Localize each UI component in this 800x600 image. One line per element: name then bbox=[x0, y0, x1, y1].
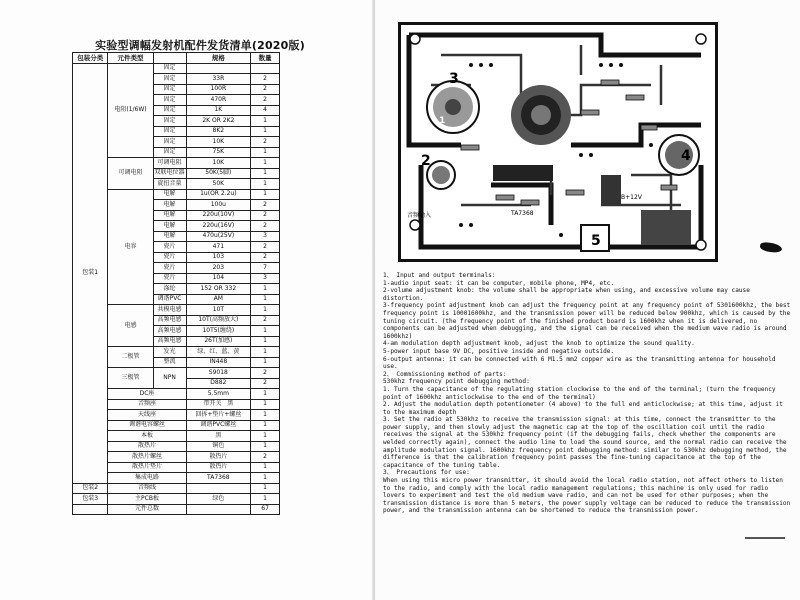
table-cell: 散热片 bbox=[108, 441, 186, 452]
section-heading: 1、 Input and output terminals: bbox=[383, 272, 496, 279]
table-cell: AM bbox=[186, 294, 251, 305]
left-page bbox=[0, 0, 375, 600]
table-cell: 音频线 bbox=[108, 483, 186, 494]
table-cell: 散热片垫片 bbox=[108, 462, 186, 473]
instructions-text bbox=[383, 272, 791, 515]
table-cell: 电解 bbox=[153, 231, 186, 242]
group-package3: 包装3 bbox=[73, 494, 108, 505]
table-cell: 1u(OR 2.2u) bbox=[186, 189, 251, 200]
table-cell: 100R bbox=[186, 84, 251, 95]
table-cell: DC座 bbox=[108, 389, 186, 400]
table-cell: 10T(高频放大) bbox=[186, 315, 251, 326]
table-cell: 470u(25V) bbox=[186, 231, 251, 242]
table-cell: 10T bbox=[186, 305, 251, 316]
table-cell: 5.5mm bbox=[186, 389, 251, 400]
table-cell: 33R bbox=[186, 74, 251, 85]
table-cell: 1 bbox=[251, 494, 280, 505]
pcb-label-5: 5 bbox=[591, 233, 601, 249]
table-cell: 共模电感 bbox=[153, 305, 186, 316]
table-cell: 固定 bbox=[153, 137, 186, 148]
table-cell: 1 bbox=[251, 420, 280, 431]
table-row-total bbox=[73, 504, 280, 515]
table-cell: 回拆+垫片+螺丝 bbox=[186, 410, 251, 421]
table-cell: 2 bbox=[251, 200, 280, 211]
category-adjustable-resistor: 可调电阻 bbox=[108, 158, 153, 190]
pcb-label-audio-in: 音频输入 bbox=[407, 212, 432, 219]
table-cell: 4 bbox=[251, 105, 280, 116]
category-resistor: 电阻(1/6W) bbox=[108, 63, 153, 158]
table-cell: 2 bbox=[251, 210, 280, 221]
table-cell: 1K bbox=[186, 105, 251, 116]
table-cell: 电解 bbox=[153, 189, 186, 200]
pcb-label-4: 4 bbox=[681, 148, 691, 164]
paragraph: 6-output antenna: it can be connected with 6 M1.5 mm2 copper wire as the transmitting antenna for household use. bbox=[383, 355, 776, 371]
table-cell: 2 bbox=[251, 242, 280, 253]
category-triode: 三极管 bbox=[108, 368, 153, 389]
group-package1: 包装1 bbox=[73, 63, 108, 483]
table-cell: 1 bbox=[251, 284, 280, 295]
table-cell: 铜色 bbox=[186, 441, 251, 452]
table-cell: 旋扭音量 bbox=[153, 179, 186, 190]
scan-mark bbox=[745, 537, 785, 539]
paragraph: When using this micro power transmitter, it should avoid the local radio station, not affect others to listen to the radio, and comply with the local radio management regulations; this machine is only used for radio lovers to experiment and test the old medium wave radio, and can not be used for other purposes; when the transmission distance is more than 5 meters, the power supply voltage can be reduced to reduce the transmission power, and the transmission antenna can be shortened to reduce the transmission power. bbox=[383, 477, 791, 515]
table-cell: 涤纶 bbox=[153, 284, 186, 295]
table-cell: 绿、红、蓝、黄 bbox=[186, 347, 251, 358]
table-cell: 1 bbox=[251, 336, 280, 347]
table-cell: IN448 bbox=[186, 357, 251, 368]
table-cell: 2 bbox=[251, 95, 280, 106]
table-cell: 104 bbox=[186, 273, 251, 284]
table-cell: 瓷片 bbox=[153, 263, 186, 274]
table-cell: 调谐PVC螺丝 bbox=[186, 420, 251, 431]
table-cell: TA7368 bbox=[186, 473, 251, 484]
document-title: 实验型调幅发射机配件发货清单(2020版) bbox=[95, 39, 305, 52]
table-cell: 152 OR 332 bbox=[186, 284, 251, 295]
table-row bbox=[73, 494, 280, 505]
table-cell: 1 bbox=[251, 294, 280, 305]
table-cell: 固定 bbox=[153, 95, 186, 106]
table-cell: 天线座 bbox=[108, 410, 186, 421]
paragraph: 530khz frequency point debugging method: bbox=[383, 378, 530, 386]
table-cell: 绿色 bbox=[186, 494, 251, 505]
table-cell: 1 bbox=[251, 116, 280, 127]
table-cell: 1 bbox=[251, 326, 280, 337]
table-cell: NPN bbox=[153, 368, 186, 389]
header-subtype bbox=[153, 53, 186, 64]
category-capacitor: 电容 bbox=[108, 189, 153, 305]
table-cell: 50K(5脚) bbox=[186, 168, 251, 179]
table-cell: 1 bbox=[251, 462, 280, 473]
table-row bbox=[73, 63, 280, 74]
table-cell: 主PCB板 bbox=[108, 494, 186, 505]
pcb-label-1: 1 bbox=[439, 116, 446, 126]
table-cell bbox=[186, 504, 251, 515]
table-cell: 双联电位器 bbox=[153, 168, 186, 179]
paragraph: 3. Set the radio at 530khz to receive the transmission signal: at this time, connect the transmitter to the power supply, and then slowly adjust the magnetic cap at the top of the oscillation coil until the radio receives the signal at the 530khz frequency point (if the debugging fails, check whether the components are welded correctly again), connect the audio line to load the sound source, and the normal radio can receive the amplitude modulation signal. 1600khz frequency point debugging method: similar to 530khz debugging method, the difference is that the calibration frequency point passes the fine-tuning capacitance at the top of the capacitance of the tuning table. bbox=[383, 416, 787, 469]
table-cell: 75K bbox=[186, 147, 251, 158]
section-heading: 2、 Commissioning method of parts: bbox=[383, 370, 507, 378]
table-cell: 高频电感 bbox=[153, 336, 186, 347]
table-cell: 10K bbox=[186, 158, 251, 169]
header-quantity: 数量 bbox=[251, 53, 280, 64]
table-cell: 本板 bbox=[108, 431, 186, 442]
table-cell: 1 bbox=[251, 483, 280, 494]
table-cell: 2 bbox=[251, 84, 280, 95]
spec-color: 黑 bbox=[227, 400, 234, 408]
table-cell: 220u(10V) bbox=[186, 210, 251, 221]
table-cell: 1 bbox=[251, 399, 280, 410]
paragraph: 1-audio input seat: it can be computer, mobile phone, MP4, etc. bbox=[383, 279, 615, 287]
group-package2: 包装2 bbox=[73, 483, 108, 494]
table-cell: 集成电路 bbox=[108, 473, 186, 484]
table-cell: D882 bbox=[186, 378, 251, 389]
header-package: 包装分类 bbox=[73, 53, 108, 64]
table-cell: 电解 bbox=[153, 200, 186, 211]
table-cell: 1 bbox=[251, 431, 280, 442]
category-diode: 二极管 bbox=[108, 347, 153, 368]
table-cell: 1 bbox=[251, 168, 280, 179]
table-cell: 220u(16V) bbox=[186, 221, 251, 232]
paragraph: 2-volume adjustment knob: the volume shall be appropriate when using, and excessive volume may cause distortion. bbox=[383, 287, 750, 302]
table-cell: 散热片 bbox=[186, 452, 251, 463]
table-cell: 2 bbox=[251, 452, 280, 463]
table-cell: 3 bbox=[251, 273, 280, 284]
table-cell: 散热片螺丝 bbox=[108, 452, 186, 463]
table-cell: 固定 bbox=[153, 74, 186, 85]
table-cell: 2 bbox=[251, 137, 280, 148]
table-cell: 10K bbox=[186, 137, 251, 148]
table-cell: 7 bbox=[251, 263, 280, 274]
pcb-label-ic: TA7368 bbox=[511, 210, 534, 217]
table-cell: 2 bbox=[251, 252, 280, 263]
table-cell: 1 bbox=[251, 410, 280, 421]
table-cell bbox=[73, 504, 108, 515]
table-cell: 瓷片 bbox=[153, 242, 186, 253]
paragraph: 3-frequency point adjustment knob can adjust the frequency point at any frequency point of 5301600khz, the best frequency point is 10001600khz, and the transmission power will be reduced below 900khz, which is caused by the tuning circuit. (the frequency point of the finished product board is 1600khz when it is delivered, no components can be adjusted when debugging, and the signal can be received when the medium wave radio is around 1600khz) bbox=[383, 302, 791, 340]
pcb-label-3: 3 bbox=[449, 71, 459, 87]
table-cell: 1 bbox=[251, 158, 280, 169]
table-cell: 高频电感 bbox=[153, 326, 186, 337]
table-cell: 26T(加感) bbox=[186, 336, 251, 347]
table-cell: 1 bbox=[251, 347, 280, 358]
pcb-label-b12v: B+12V bbox=[621, 194, 642, 201]
table-cell: 固定 bbox=[153, 147, 186, 158]
table-cell: 调谐PVC bbox=[153, 294, 186, 305]
table-cell: 发光 bbox=[153, 347, 186, 358]
table-cell: 元件总数 bbox=[108, 504, 186, 515]
table-cell: 音频座 bbox=[108, 399, 186, 410]
paragraph: 1. Turn the capacitance of the regulating station clockwise to the end of the terminal; (turn the frequency point of 1600khz anticlockwise to the end of the terminal) bbox=[383, 385, 776, 401]
table-cell: 1 bbox=[251, 389, 280, 400]
table-cell: 可调电阻 bbox=[153, 158, 186, 169]
table-cell: 瓷片 bbox=[153, 252, 186, 263]
header-spec: 规格 bbox=[186, 53, 251, 64]
table-cell: 散热片 bbox=[186, 462, 251, 473]
table-cell: 1 bbox=[251, 441, 280, 452]
table-cell: 固定 bbox=[153, 84, 186, 95]
table-cell: 8K2 bbox=[186, 126, 251, 137]
table-cell: 1 bbox=[251, 179, 280, 190]
table-cell: 整流 bbox=[153, 357, 186, 368]
table-cell: 2 bbox=[251, 74, 280, 85]
table-cell: 50K bbox=[186, 179, 251, 190]
section-heading: 3、 Precautions for use: bbox=[383, 469, 470, 477]
table-header-row bbox=[73, 53, 280, 64]
table-cell: 高频电感 bbox=[153, 315, 186, 326]
table-row bbox=[73, 483, 280, 494]
table-cell bbox=[186, 483, 251, 494]
table-cell: 瓷片 bbox=[153, 273, 186, 284]
table-cell: 固定 bbox=[153, 63, 186, 74]
paragraph: 2. Adjust the modulation depth potentiometer (4 above) to the full end anticlockwise; at this time, adjust it to the maximum depth bbox=[383, 401, 783, 416]
pcb-drawing bbox=[401, 25, 715, 259]
table-cell: 1 bbox=[251, 305, 280, 316]
table-cell: 67 bbox=[251, 504, 280, 515]
table-cell: 2K OR 2K2 bbox=[186, 116, 251, 127]
table-cell: 固定 bbox=[153, 105, 186, 116]
table-cell bbox=[251, 63, 280, 74]
category-inductor: 电感 bbox=[108, 305, 153, 347]
spec-text: 带开关 bbox=[203, 400, 222, 408]
table-cell: 2 bbox=[251, 378, 280, 389]
paragraph: 5-power input base 9V DC, positive inside and negative outside. bbox=[383, 347, 615, 355]
table-cell: 2 bbox=[251, 221, 280, 232]
table-cell: 2 bbox=[251, 315, 280, 326]
table-cell: 471 bbox=[186, 242, 251, 253]
table-cell: 调谐电容螺丝 bbox=[108, 420, 186, 431]
table-cell bbox=[186, 63, 251, 74]
table-cell: 2 bbox=[251, 368, 280, 379]
paragraph: 4-am modulation depth adjustment knob, adjust the knob to optimize the sound quality. bbox=[383, 340, 695, 348]
table-cell: 10T5(缠绕) bbox=[186, 326, 251, 337]
table-cell: 1 bbox=[251, 473, 280, 484]
table-cell: 100u bbox=[186, 200, 251, 211]
pcb-layout-image bbox=[398, 22, 718, 262]
table-cell: 固定 bbox=[153, 126, 186, 137]
table-cell: 黑 bbox=[186, 431, 251, 442]
table-cell: 103 bbox=[186, 252, 251, 263]
table-cell bbox=[186, 399, 251, 410]
table-cell: 1 bbox=[251, 189, 280, 200]
table-cell: 1 bbox=[251, 357, 280, 368]
table-cell: S9018 bbox=[186, 368, 251, 379]
table-cell: 3 bbox=[251, 231, 280, 242]
table-cell: 电解 bbox=[153, 221, 186, 232]
table-cell: 1 bbox=[251, 147, 280, 158]
table-cell: 电解 bbox=[153, 210, 186, 221]
table-cell: 203 bbox=[186, 263, 251, 274]
table-cell: 固定 bbox=[153, 116, 186, 127]
table-cell: 1 bbox=[251, 126, 280, 137]
table-cell: 470R bbox=[186, 95, 251, 106]
header-component-type: 元件类型 bbox=[108, 53, 153, 64]
pcb-label-2: 2 bbox=[421, 153, 431, 169]
parts-list-table bbox=[72, 52, 280, 515]
